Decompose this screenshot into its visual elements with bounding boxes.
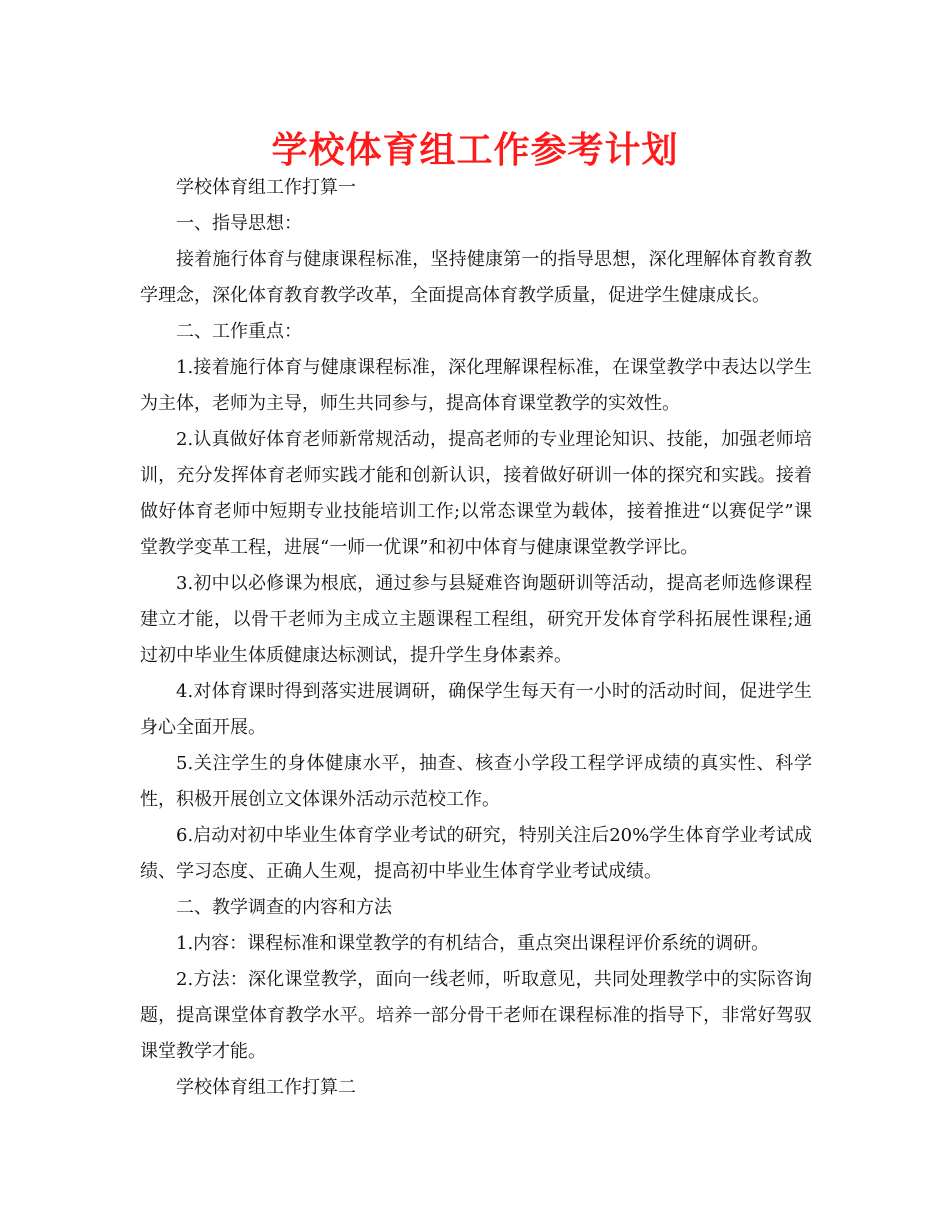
- paragraph-focus-1: 1.接着施行体育与健康课程标准，深化理解课程标准，在课堂教学中表达以学生为主体，老师为主导，师生共同参与，提高体育课堂教学的实效性。: [140, 357, 812, 414]
- paragraph-guiding-thought-heading: 一、指导思想：: [176, 213, 302, 234]
- paragraph-focus-6: 6.启动对初中毕业生体育学业考试的研究，特别关注后20%学生体育学业考试成绩、学习态度、正确人生观，提高初中毕业生体育学业考试成绩。: [140, 825, 812, 882]
- paragraph-plan-one-heading: 学校体育组工作打算一: [176, 177, 356, 198]
- document-title: 学校体育组工作参考计划: [271, 130, 679, 171]
- paragraph-plan-two-heading: 学校体育组工作打算二: [176, 1077, 356, 1098]
- paragraph-guiding-thought: 接着施行体育与健康课程标准，坚持健康第一的指导思想，深化理解体育教育教学理念，深化体育教育教学改革，全面提高体育教学质量，促进学生健康成长。: [140, 249, 812, 306]
- paragraph-survey-heading: 二、教学调查的内容和方法: [176, 897, 392, 918]
- paragraph-survey-method: 2.方法：深化课堂教学，面向一线老师，听取意见，共同处理教学中的实际咨询题，提高课堂体育教学水平。培养一部分骨干老师在课程标准的指导下，非常好驾驭课堂教学才能。: [140, 969, 812, 1062]
- paragraph-focus-2: 2.认真做好体育老师新常规活动，提高老师的专业理论知识、技能，加强老师培训，充分发挥体育老师实践才能和创新认识，接着做好研训一体的探究和实践。接着做好体育老师中短期专业技能培训工作;以常态课堂为载体，接着推进“以赛促学”课堂教学变革工程，进展“一师一优课”和初中体育与健康课堂教学评比。: [140, 429, 812, 558]
- paragraph-focus-3: 3.初中以必修课为根底，通过参与县疑难咨询题研训等活动，提高老师选修课程建立才能，以骨干老师为主成立主题课程工程组，研究开发体育学科拓展性课程;通过初中毕业生体质健康达标测试，提升学生身体素养。: [140, 573, 812, 666]
- paragraph-work-focus-heading: 二、工作重点：: [176, 321, 302, 342]
- paragraph-focus-4: 4.对体育课时得到落实进展调研，确保学生每天有一小时的活动时间，促进学生身心全面开展。: [140, 681, 812, 738]
- document-body: [140, 170, 812, 1106]
- paragraph-focus-5: 5.关注学生的身体健康水平，抽查、核查小学段工程学评成绩的真实性、科学性，积极开展创立文体课外活动示范校工作。: [140, 753, 812, 810]
- paragraph-survey-content: 1.内容：课程标准和课堂教学的有机结合，重点突出课程评价系统的调研。: [176, 933, 770, 954]
